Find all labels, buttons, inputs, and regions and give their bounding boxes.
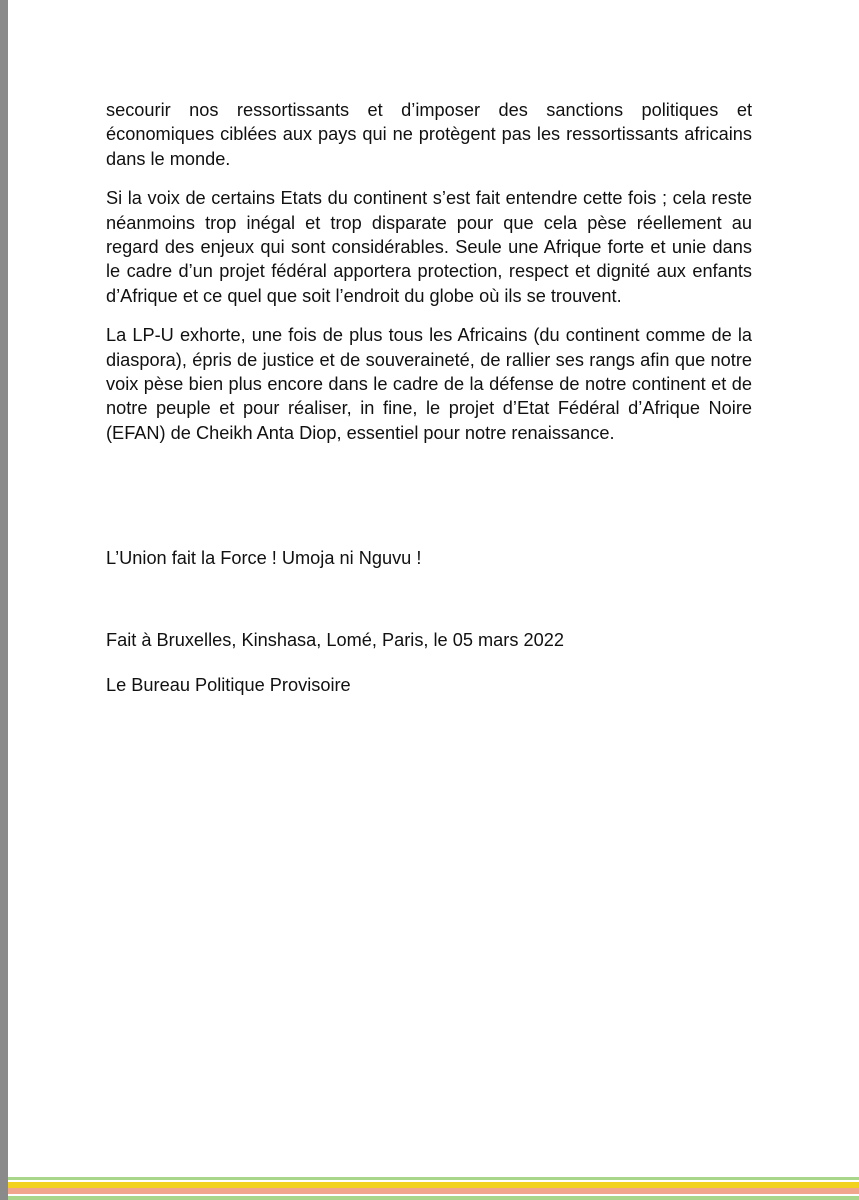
- paragraph-2: Si la voix de certains Etats du continent s’est fait entendre cette fois ; cela reste néanmoins trop inégal et trop disparate pour que cela pèse réellement au regard des enjeux qui sont considérables. Seule une Afrique forte et unie dans le cadre d’un projet fédéral apportera protection, respect et dignité aux enfants d’Afrique et ce quel que soit l’endroit du globe où ils se trouvent.: [106, 188, 752, 306]
- paragraph-3: La LP-U exhorte, une fois de plus tous les Africains (du continent comme de la diaspora), épris de justice et de souveraineté, de rallier ses rangs afin que notre voix pèse bien plus encore dans le cadre de la défense de notre continent et de notre peuple et pour réaliser, in fine, le projet d’Etat Fédéral d’Afrique Noire (EFAN) de Cheikh Anta Diop, essentiel pour notre renaissance.: [106, 325, 752, 443]
- flag-color-band: [8, 1174, 859, 1200]
- place-date: Fait à Bruxelles, Kinshasa, Lomé, Paris, le 05 mars 2022: [106, 630, 564, 650]
- paragraph-1: secourir nos ressortissants et d’imposer des sanctions politiques et économiques ciblées aux pays qui ne protègent pas les ressortissants africains dans le monde.: [106, 100, 752, 169]
- signature: Le Bureau Politique Provisoire: [106, 675, 351, 695]
- body-text: [106, 98, 752, 460]
- document-page: [8, 0, 859, 1200]
- band-stripe-green-bottom: [8, 1196, 859, 1200]
- motto: L’Union fait la Force ! Umoja ni Nguvu !: [106, 548, 422, 568]
